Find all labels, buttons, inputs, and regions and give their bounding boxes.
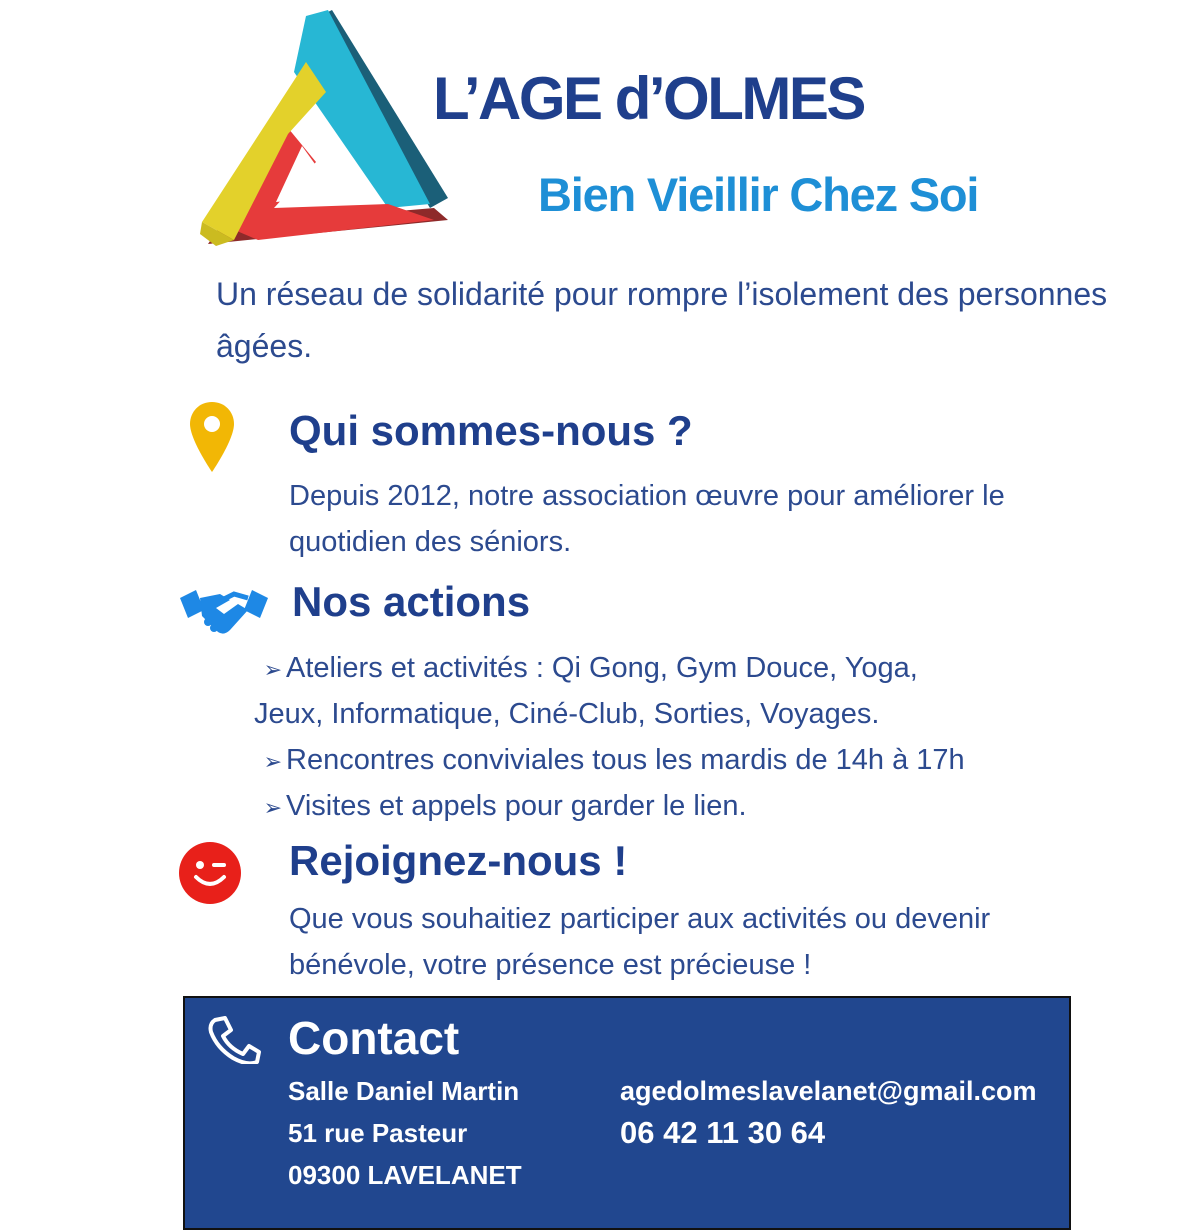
handshake-icon (178, 584, 270, 644)
join-text: Que vous souhaitiez participer aux activités ou devenir bénévole, votre présence est précieuse ! (289, 903, 991, 981)
arrow-bullet-icon: ➢ (263, 795, 282, 820)
intro-text: Un réseau de solidarité pour rompre l’isolement des personnes âgées. (216, 276, 1108, 364)
arrow-bullet-icon: ➢ (263, 657, 282, 682)
arrow-bullet-icon: ➢ (263, 749, 282, 774)
address-line: Salle Daniel Martin (288, 1076, 520, 1106)
location-pin-icon (188, 400, 236, 474)
page-subtitle: Bien Vieillir Chez Soi (538, 168, 979, 221)
contact-heading: Contact (288, 1012, 460, 1064)
actions-heading: Nos actions (292, 578, 531, 625)
action-item: ➢ Ateliers et activités : Qi Gong, Gym Douce, Yoga, (252, 645, 918, 693)
phone-icon (207, 1016, 261, 1064)
address-line: 51 rue Pasteur (288, 1118, 468, 1148)
action-item: ➢ Visites et appels pour garder le lien. (252, 783, 747, 831)
contact-panel (183, 996, 1071, 1230)
page-title: L’AGE d’OLMES (433, 65, 864, 132)
winking-face-icon (178, 841, 242, 905)
logo-triangle-icon (198, 8, 468, 253)
action-item: ➢ Rencontres conviviales tous les mardis de 14h à 17h (252, 737, 965, 785)
contact-email[interactable]: agedolmeslavelanet@gmail.com (620, 1076, 1037, 1106)
join-heading: Rejoignez-nous ! (289, 837, 628, 884)
contact-phone[interactable]: 06 42 11 30 64 (620, 1115, 826, 1150)
about-heading: Qui sommes-nous ? (289, 407, 693, 454)
about-text: Depuis 2012, notre association œuvre pour améliorer le quotidien des séniors. (289, 480, 1005, 558)
address-line: 09300 LAVELANET (288, 1160, 522, 1190)
action-item-continued: Jeux, Informatique, Ciné-Club, Sorties, Voyages. (254, 698, 880, 730)
